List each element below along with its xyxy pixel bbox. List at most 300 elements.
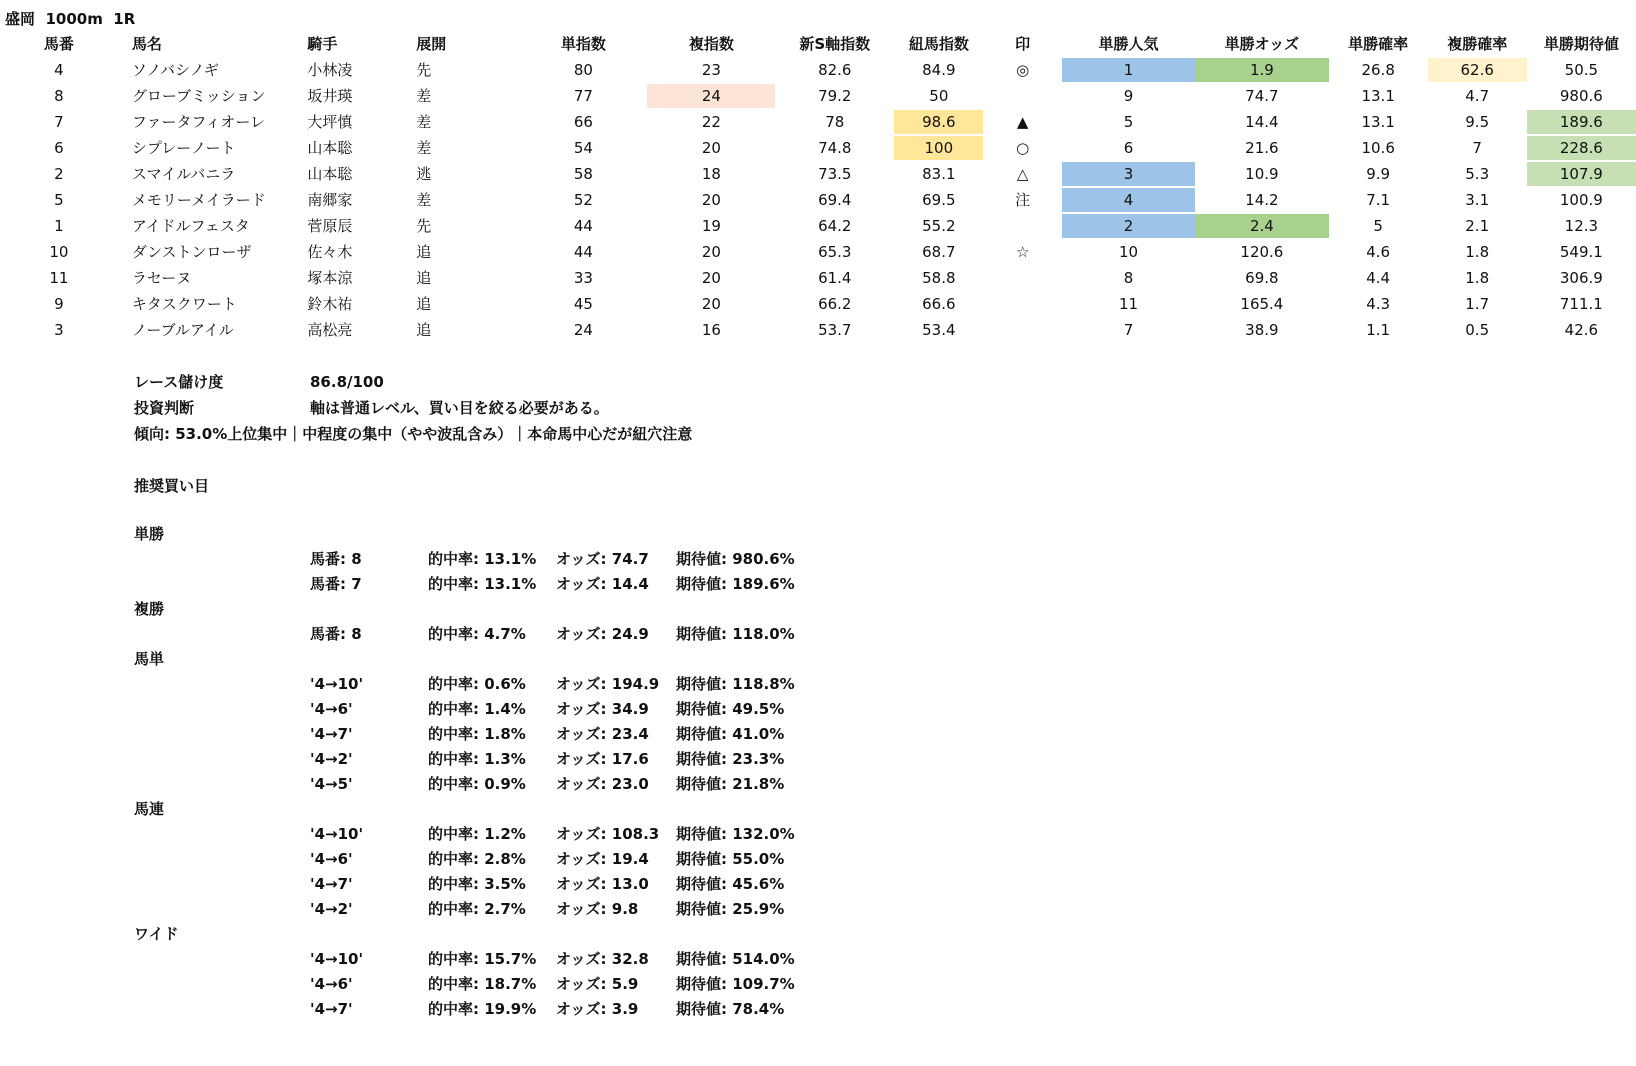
cell-tenkai[interactable] — [396, 135, 519, 161]
rec-hit[interactable]: 的中率: 2.8% — [428, 850, 526, 868]
cell-value: 20 — [701, 269, 721, 287]
cell-num[interactable] — [0, 83, 118, 109]
cell-fuku[interactable] — [647, 57, 775, 83]
cell-fuku[interactable] — [647, 161, 775, 187]
cell-value: 14.4 — [1245, 113, 1279, 131]
cell-name[interactable] — [118, 109, 287, 135]
cell-fuku[interactable] — [647, 83, 775, 109]
cell-jockey[interactable] — [287, 317, 396, 343]
cell-tan[interactable] — [519, 83, 647, 109]
rec-hit[interactable]: 的中率: 1.2% — [428, 825, 526, 843]
rec-hit[interactable]: 的中率: 0.6% — [428, 675, 526, 693]
cell-value: 189.6 — [1527, 110, 1636, 134]
cell-tenkai[interactable] — [396, 83, 519, 109]
cell-fukup[interactable] — [1428, 83, 1527, 109]
cell-ev[interactable] — [1527, 291, 1636, 317]
rec-odds[interactable]: オッズ: 17.6 — [556, 750, 649, 768]
cell-name[interactable] — [118, 291, 287, 317]
cell-num[interactable] — [0, 239, 118, 265]
rec-odds[interactable]: オッズ: 34.9 — [556, 700, 649, 718]
rec-hit[interactable]: 的中率: 15.7% — [428, 950, 537, 968]
cell-ev[interactable] — [1527, 187, 1636, 213]
cell-pop[interactable] — [1062, 135, 1195, 161]
cell-pop[interactable] — [1062, 265, 1195, 291]
cell-odds[interactable] — [1195, 187, 1329, 213]
rec-h[interactable]: '4→6' — [310, 975, 353, 993]
cell-ev[interactable] — [1527, 109, 1636, 135]
cell-jockey[interactable] — [287, 57, 396, 83]
cell-pop[interactable] — [1062, 317, 1195, 343]
rec-ev[interactable]: 期待値: 25.9% — [676, 900, 785, 918]
cell-tan[interactable] — [519, 239, 647, 265]
header-cell[interactable]: 単勝確率 — [1348, 35, 1409, 53]
cell-num[interactable] — [0, 109, 118, 135]
cell-tanp[interactable] — [1329, 83, 1428, 109]
cell-fuku[interactable] — [647, 239, 775, 265]
cell-ev[interactable] — [1527, 135, 1636, 161]
cell-name[interactable] — [118, 239, 287, 265]
cell-mark[interactable] — [983, 317, 1061, 343]
cell-value: 大坪慎 — [307, 113, 353, 131]
cell-value: 4 — [1062, 188, 1195, 212]
cell-himo[interactable] — [894, 161, 983, 187]
cell-num[interactable] — [0, 187, 118, 213]
rec-hit[interactable]: 的中率: 1.4% — [428, 700, 526, 718]
cell-name[interactable] — [118, 187, 287, 213]
header-cell[interactable]: 単指数 — [560, 35, 606, 53]
cell-fuku[interactable] — [647, 317, 775, 343]
cell-tenkai[interactable] — [396, 187, 519, 213]
rec-hit[interactable]: 的中率: 3.5% — [428, 875, 526, 893]
cell-value: 14.2 — [1245, 191, 1279, 209]
cell-value: キタスクワート — [131, 295, 237, 313]
cell-value: 追 — [416, 269, 432, 287]
rec-h[interactable]: '4→6' — [310, 850, 353, 868]
cell-value: スマイルバニラ — [131, 165, 236, 183]
summary-label[interactable]: レース儲け度 — [134, 373, 224, 391]
rec-hit[interactable]: 的中率: 13.1% — [428, 550, 537, 568]
table-row[interactable] — [0, 213, 1636, 239]
cell-odds[interactable] — [1195, 135, 1329, 161]
cell-tan[interactable] — [519, 187, 647, 213]
rec-ev[interactable]: 期待値: 118.8% — [676, 675, 795, 693]
header-cell[interactable]: 馬番 — [43, 35, 74, 53]
cell-jockey[interactable] — [287, 83, 396, 109]
rec-odds[interactable]: オッズ: 14.4 — [556, 575, 649, 593]
tendency-text[interactable]: 傾向: 53.0%上位集中｜中程度の集中（やや波乱含み）｜本命馬中心だが紐穴注意 — [134, 425, 693, 443]
rec-ev[interactable]: 期待値: 980.6% — [676, 550, 795, 568]
cell-mark[interactable] — [983, 83, 1061, 109]
cell-himo[interactable] — [894, 57, 983, 83]
cell-pop[interactable] — [1062, 213, 1195, 239]
cell-value: 12.3 — [1564, 217, 1599, 235]
cell-fukup[interactable] — [1428, 213, 1527, 239]
rec-odds[interactable]: オッズ: 74.7 — [556, 550, 649, 568]
section-title[interactable]: ワイド — [134, 925, 179, 943]
cell-value: 小林凌 — [307, 61, 353, 79]
cell-himo[interactable] — [894, 213, 983, 239]
table-row[interactable] — [0, 291, 1636, 317]
cell-tan[interactable] — [519, 265, 647, 291]
cell-mark[interactable] — [983, 109, 1061, 135]
rec-h[interactable]: 馬番: 8 — [310, 625, 362, 643]
header-cell[interactable]: 騎手 — [307, 35, 338, 53]
rec-h[interactable]: '4→2' — [310, 900, 353, 918]
cell-value: 山本聡 — [307, 139, 353, 157]
header-cell[interactable]: 展開 — [416, 35, 447, 53]
cell-value: 26.8 — [1361, 61, 1395, 79]
cell-fukup[interactable] — [1428, 109, 1527, 135]
cell-value: 84.9 — [922, 61, 956, 79]
rec-ev[interactable]: 期待値: 78.4% — [676, 1000, 785, 1018]
cell-value: 74.7 — [1245, 87, 1279, 105]
cell-ev[interactable] — [1527, 57, 1636, 83]
rec-ev[interactable]: 期待値: 21.8% — [676, 775, 785, 793]
cell-pop[interactable] — [1062, 83, 1195, 109]
cell-ev[interactable] — [1527, 317, 1636, 343]
table-row[interactable] — [0, 57, 1636, 83]
rec-h[interactable]: '4→7' — [310, 725, 353, 743]
cell-name[interactable] — [118, 83, 287, 109]
rec-hit[interactable]: 的中率: 2.7% — [428, 900, 526, 918]
table-header — [0, 31, 1636, 57]
header-cell[interactable]: 複指数 — [688, 35, 734, 53]
cell-tan[interactable] — [519, 317, 647, 343]
cell-himo[interactable] — [894, 265, 983, 291]
rec-hit[interactable]: 的中率: 18.7% — [428, 975, 537, 993]
cell-value: 7 — [1123, 321, 1134, 339]
cell-name[interactable] — [118, 317, 287, 343]
cell-value: 2 — [1062, 214, 1195, 238]
cell-name[interactable] — [118, 135, 287, 161]
rec-ev[interactable]: 期待値: 118.0% — [676, 625, 795, 643]
cell-pop[interactable] — [1062, 291, 1195, 317]
cell-odds[interactable] — [1195, 109, 1329, 135]
cell-num[interactable] — [0, 213, 118, 239]
cell-value: 6 — [1123, 139, 1134, 157]
summary-label[interactable]: 投資判断 — [134, 399, 195, 417]
cell-value: 1 — [54, 217, 64, 235]
section-title[interactable]: 馬連 — [134, 800, 165, 818]
cell-tanp[interactable] — [1329, 109, 1428, 135]
cell-odds[interactable] — [1195, 265, 1329, 291]
cell-himo[interactable] — [894, 291, 983, 317]
cell-s[interactable] — [775, 135, 894, 161]
cell-mark[interactable] — [983, 57, 1061, 83]
cell-fukup[interactable] — [1428, 291, 1527, 317]
cell-mark[interactable] — [983, 161, 1061, 187]
rec-h[interactable]: '4→10' — [310, 950, 364, 968]
cell-himo[interactable] — [894, 135, 983, 161]
cell-odds[interactable] — [1195, 161, 1329, 187]
cell-fuku[interactable] — [647, 135, 775, 161]
cell-name[interactable] — [118, 265, 287, 291]
cell-s[interactable] — [775, 83, 894, 109]
cell-num[interactable] — [0, 317, 118, 343]
section-title[interactable]: 馬単 — [134, 650, 165, 668]
header-cell[interactable]: 新S軸指数 — [799, 35, 871, 53]
cell-num[interactable] — [0, 265, 118, 291]
rec-h[interactable]: '4→10' — [310, 675, 364, 693]
cell-s[interactable] — [775, 317, 894, 343]
cell-tanp[interactable] — [1329, 57, 1428, 83]
cell-fukup[interactable] — [1428, 265, 1527, 291]
cell-value: 高松亮 — [307, 321, 353, 339]
cell-pop[interactable] — [1062, 161, 1195, 187]
cell-name[interactable] — [118, 213, 287, 239]
cell-tanp[interactable] — [1329, 187, 1428, 213]
cell-tanp[interactable] — [1329, 239, 1428, 265]
cell-value: 64.2 — [818, 217, 852, 235]
cell-value: 21.6 — [1245, 139, 1279, 157]
rec-odds[interactable]: オッズ: 3.9 — [556, 1000, 639, 1018]
cell-value: 44 — [573, 217, 593, 235]
cell-jockey[interactable] — [287, 161, 396, 187]
cell-tanp[interactable] — [1329, 161, 1428, 187]
rec-odds[interactable]: オッズ: 5.9 — [556, 975, 639, 993]
cell-num[interactable] — [0, 291, 118, 317]
cell-pop[interactable] — [1062, 109, 1195, 135]
cell-s[interactable] — [775, 265, 894, 291]
table-row[interactable] — [0, 83, 1636, 109]
cell-value: 先 — [416, 217, 432, 235]
cell-pop[interactable] — [1062, 57, 1195, 83]
cell-jockey[interactable] — [287, 109, 396, 135]
cell-tan[interactable] — [519, 109, 647, 135]
cell-fukup[interactable] — [1428, 187, 1527, 213]
cell-jockey[interactable] — [287, 213, 396, 239]
cell-tenkai[interactable] — [396, 239, 519, 265]
summary-value[interactable]: 軸は普通レベル、買い目を絞る必要がある。 — [310, 399, 609, 417]
cell-ev[interactable] — [1527, 83, 1636, 109]
cell-odds[interactable] — [1195, 57, 1329, 83]
rec-h[interactable]: '4→7' — [310, 1000, 353, 1018]
cell-name[interactable] — [118, 57, 287, 83]
cell-pop[interactable] — [1062, 239, 1195, 265]
cell-tanp[interactable] — [1329, 291, 1428, 317]
rec-ev[interactable]: 期待値: 41.0% — [676, 725, 785, 743]
cell-mark[interactable] — [983, 239, 1061, 265]
rec-h[interactable]: '4→6' — [310, 700, 353, 718]
table-row[interactable] — [0, 135, 1636, 161]
table-body — [0, 57, 1636, 343]
cell-value: 44 — [573, 243, 593, 261]
cell-himo[interactable] — [894, 239, 983, 265]
summary-value[interactable]: 86.8/100 — [310, 373, 384, 391]
header-cell[interactable]: 馬名 — [131, 35, 162, 53]
rec-h[interactable]: 馬番: 7 — [310, 575, 362, 593]
table-row[interactable] — [0, 265, 1636, 291]
cell-fukup[interactable] — [1428, 317, 1527, 343]
cell-value: 1.9 — [1195, 58, 1329, 82]
cell-himo[interactable] — [894, 317, 983, 343]
cell-value: 4 — [54, 61, 64, 79]
cell-value: 1.7 — [1465, 295, 1490, 313]
table-row[interactable] — [0, 317, 1636, 343]
cell-s[interactable] — [775, 57, 894, 83]
rec-ev[interactable]: 期待値: 189.6% — [676, 575, 795, 593]
cell-num[interactable] — [0, 161, 118, 187]
cell-tan[interactable] — [519, 161, 647, 187]
cell-tanp[interactable] — [1329, 213, 1428, 239]
rec-hit[interactable]: 的中率: 1.3% — [428, 750, 526, 768]
cell-tenkai[interactable] — [396, 161, 519, 187]
cell-jockey[interactable] — [287, 265, 396, 291]
cell-value: 50 — [929, 87, 949, 105]
cell-s[interactable] — [775, 187, 894, 213]
cell-fuku[interactable] — [647, 265, 775, 291]
cell-tenkai[interactable] — [396, 213, 519, 239]
rec-odds[interactable]: オッズ: 13.0 — [556, 875, 649, 893]
rec-h[interactable]: '4→7' — [310, 875, 353, 893]
cell-name[interactable] — [118, 161, 287, 187]
cell-ev[interactable] — [1527, 161, 1636, 187]
cell-jockey[interactable] — [287, 187, 396, 213]
cell-odds[interactable] — [1195, 213, 1329, 239]
rec-odds[interactable]: オッズ: 9.8 — [556, 900, 639, 918]
cell-tenkai[interactable] — [396, 109, 519, 135]
rec-ev[interactable]: 期待値: 132.0% — [676, 825, 795, 843]
table-row[interactable] — [0, 161, 1636, 187]
cell-s[interactable] — [775, 291, 894, 317]
recommend-title[interactable]: 推奨買い目 — [134, 477, 210, 495]
cell-odds[interactable] — [1195, 239, 1329, 265]
cell-value: 4.3 — [1366, 295, 1391, 313]
cell-value: 10.6 — [1361, 139, 1395, 157]
table-row[interactable] — [0, 187, 1636, 213]
cell-mark[interactable] — [983, 213, 1061, 239]
cell-jockey[interactable] — [287, 291, 396, 317]
cell-fukup[interactable] — [1428, 239, 1527, 265]
cell-tenkai[interactable] — [396, 291, 519, 317]
cell-num[interactable] — [0, 135, 118, 161]
cell-value: ▲ — [1016, 113, 1029, 131]
table-row[interactable] — [0, 239, 1636, 265]
cell-himo[interactable] — [894, 109, 983, 135]
header-cell[interactable]: 単勝オッズ — [1224, 35, 1300, 53]
cell-s[interactable] — [775, 161, 894, 187]
rec-hit[interactable]: 的中率: 19.9% — [428, 1000, 537, 1018]
section-title[interactable]: 単勝 — [134, 525, 165, 543]
cell-tenkai[interactable] — [396, 265, 519, 291]
cell-mark[interactable] — [983, 135, 1061, 161]
rec-odds[interactable]: オッズ: 108.3 — [556, 825, 660, 843]
cell-value: 追 — [416, 321, 432, 339]
rec-hit[interactable]: 的中率: 4.7% — [428, 625, 526, 643]
header-cell[interactable]: 印 — [1015, 35, 1031, 53]
cell-odds[interactable] — [1195, 291, 1329, 317]
cell-fuku[interactable] — [647, 187, 775, 213]
cell-s[interactable] — [775, 213, 894, 239]
cell-tan[interactable] — [519, 135, 647, 161]
cell-value: 5 — [54, 191, 64, 209]
rec-h[interactable]: 馬番: 8 — [310, 550, 362, 568]
cell-num[interactable] — [0, 57, 118, 83]
cell-value: 11 — [1118, 295, 1139, 313]
rec-odds[interactable]: オッズ: 23.0 — [556, 775, 649, 793]
cell-ev[interactable] — [1527, 265, 1636, 291]
cell-himo[interactable] — [894, 83, 983, 109]
cell-jockey[interactable] — [287, 239, 396, 265]
cell-fukup[interactable] — [1428, 135, 1527, 161]
cell-fukup[interactable] — [1428, 57, 1527, 83]
cell-tenkai[interactable] — [396, 317, 519, 343]
rec-ev[interactable]: 期待値: 109.7% — [676, 975, 795, 993]
cell-odds[interactable] — [1195, 83, 1329, 109]
rec-ev[interactable]: 期待値: 49.5% — [676, 700, 785, 718]
cell-ev[interactable] — [1527, 239, 1636, 265]
header-cell[interactable]: 複勝確率 — [1447, 35, 1508, 53]
cell-mark[interactable] — [983, 291, 1061, 317]
cell-value: 69.8 — [1245, 269, 1279, 287]
rec-odds[interactable]: オッズ: 23.4 — [556, 725, 649, 743]
rec-hit[interactable]: 的中率: 0.9% — [428, 775, 526, 793]
cell-tanp[interactable] — [1329, 317, 1428, 343]
rec-ev[interactable]: 期待値: 514.0% — [676, 950, 795, 968]
cell-value: 22 — [701, 113, 721, 131]
rec-h[interactable]: '4→2' — [310, 750, 353, 768]
rec-h[interactable]: '4→5' — [310, 775, 353, 793]
cell-value: 10 — [1118, 243, 1139, 261]
cell-himo[interactable] — [894, 187, 983, 213]
cell-tanp[interactable] — [1329, 135, 1428, 161]
cell-s[interactable] — [775, 109, 894, 135]
cell-odds[interactable] — [1195, 317, 1329, 343]
cell-fukup[interactable] — [1428, 161, 1527, 187]
header-cell[interactable]: 単勝期待値 — [1543, 35, 1619, 53]
rec-ev[interactable]: 期待値: 45.6% — [676, 875, 785, 893]
rec-odds[interactable]: オッズ: 24.9 — [556, 625, 649, 643]
cell-value: 50.5 — [1564, 61, 1599, 79]
cell-fuku[interactable] — [647, 109, 775, 135]
cell-value: 98.6 — [894, 110, 983, 134]
cell-mark[interactable] — [983, 187, 1061, 213]
cell-value: 差 — [416, 139, 432, 157]
rec-ev[interactable]: 期待値: 55.0% — [676, 850, 785, 868]
cell-tan[interactable] — [519, 291, 647, 317]
cell-value: 追 — [416, 295, 432, 313]
cell-tan[interactable] — [519, 57, 647, 83]
rec-hit[interactable]: 的中率: 1.8% — [428, 725, 526, 743]
cell-value: 20 — [701, 191, 721, 209]
rec-ev[interactable]: 期待値: 23.3% — [676, 750, 785, 768]
header-cell[interactable]: 単勝人気 — [1098, 35, 1159, 53]
cell-mark[interactable] — [983, 265, 1061, 291]
rec-odds[interactable]: オッズ: 19.4 — [556, 850, 649, 868]
cell-s[interactable] — [775, 239, 894, 265]
cell-value: 228.6 — [1527, 136, 1636, 160]
cell-jockey[interactable] — [287, 135, 396, 161]
cell-pop[interactable] — [1062, 187, 1195, 213]
header-cell[interactable]: 紐馬指数 — [908, 35, 969, 53]
cell-tan[interactable] — [519, 213, 647, 239]
cell-value: 塚本涼 — [307, 269, 353, 287]
rec-h[interactable]: '4→10' — [310, 825, 364, 843]
rec-odds[interactable]: オッズ: 32.8 — [556, 950, 649, 968]
cell-value: 711.1 — [1559, 295, 1603, 313]
cell-value: 23 — [701, 61, 721, 79]
cell-value: 0.5 — [1465, 321, 1490, 339]
table-row[interactable] — [0, 109, 1636, 135]
cell-fuku[interactable] — [647, 291, 775, 317]
rec-hit[interactable]: 的中率: 13.1% — [428, 575, 537, 593]
cell-fuku[interactable] — [647, 213, 775, 239]
rec-odds[interactable]: オッズ: 194.9 — [556, 675, 660, 693]
cell-ev[interactable] — [1527, 213, 1636, 239]
cell-tanp[interactable] — [1329, 265, 1428, 291]
section-title[interactable]: 複勝 — [134, 600, 165, 618]
cell-tenkai[interactable] — [396, 57, 519, 83]
